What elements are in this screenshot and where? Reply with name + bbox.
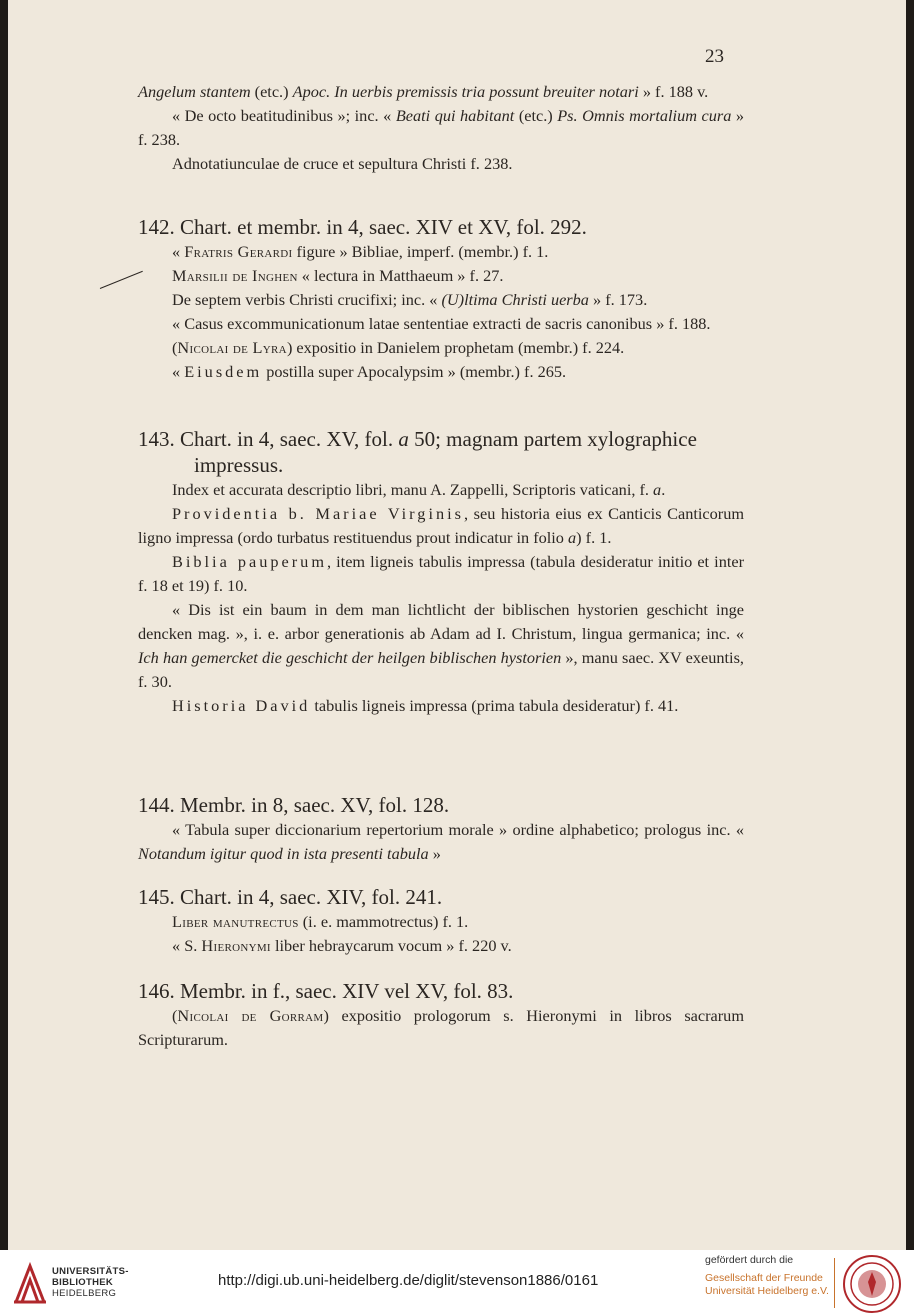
- text-italic: a: [568, 528, 577, 547]
- text-italic: Angelum stantem: [138, 82, 251, 101]
- entry-heading: 144. Membr. in 8, saec. XV, fol. 128.: [138, 793, 450, 817]
- text-line: [138, 336, 744, 360]
- text-line: [138, 478, 744, 502]
- text-smallcaps: Liber manutrectus: [172, 912, 299, 931]
- text: , seu historia eius ex Canticis Canticorum ligno impressa (ordo turbatus restituendus prout indicatur in folio: [138, 504, 745, 547]
- entry-144: [138, 792, 744, 866]
- text-line: [138, 694, 744, 718]
- text-line: [138, 1004, 744, 1052]
- text: « De octo beatitudinibus »; inc. «: [172, 106, 396, 125]
- text: ) expositio in Danielem prophetam (membr.) f. 224.: [286, 338, 625, 357]
- university-seal-icon: [842, 1254, 902, 1314]
- library-name-line: BIBLIOTHEK: [52, 1277, 114, 1288]
- scanned-page: [8, 0, 906, 1250]
- text: » f. 173.: [588, 290, 648, 309]
- text: «: [172, 242, 185, 261]
- society-name[interactable]: [705, 1272, 829, 1298]
- text-line: [138, 502, 744, 550]
- text: » f. 238.: [138, 106, 745, 149]
- text-smallcaps: Nicolai de Gorram: [177, 1006, 324, 1025]
- entry-heading: 146. Membr. in f., saec. XIV vel XV, fol. 83.: [138, 979, 514, 1003]
- text-spaced: Providentia b. Mariae Virginis: [172, 504, 464, 523]
- text: ) f. 1.: [576, 528, 612, 547]
- text-italic: a: [653, 480, 662, 499]
- text: » f. 188 v.: [638, 82, 709, 101]
- text: »: [428, 844, 441, 863]
- text-italic: Ich han gemercket die geschicht der heilgen biblischen hystorien: [138, 648, 562, 667]
- library-name: [52, 1266, 129, 1299]
- text-line: [138, 934, 744, 958]
- text: « S.: [172, 936, 202, 955]
- text-line: [138, 598, 744, 694]
- entry-145: [138, 884, 744, 958]
- entry-142: [138, 214, 744, 384]
- text-italic: Ps. Omnis mortalium cura: [557, 106, 732, 125]
- text-line: [138, 152, 744, 176]
- text-smallcaps: Nicolai de Lyra: [177, 338, 287, 357]
- text: (etc.): [250, 82, 293, 101]
- viewer-footer: [0, 1250, 914, 1316]
- text-italic: (U)ltima Christi uerba: [441, 290, 589, 309]
- permalink-url[interactable]: http://digi.ub.uni-heidelberg.de/diglit/stevenson1886/0161: [218, 1272, 599, 1289]
- text: « Dis ist ein baum in dem man lichtlicht der biblischen hystorien geschicht inge dencken mag. », i. e. arbor generationis ab Adam ad I. Christum, lingua germanica; inc. «: [138, 600, 744, 643]
- text: « Tabula super diccionarium repertorium morale » ordine alphabetico; prologus inc. «: [172, 820, 744, 839]
- library-name-line: HEIDELBERG: [52, 1288, 117, 1299]
- text-line: « Casus excommunicationum latae sententiae extracti de sacris canonibus » f. 188.: [172, 314, 711, 333]
- text: Index et accurata descriptio libri, manu A. Zappelli, Scriptoris vaticani, f.: [172, 480, 654, 499]
- university-library-logo-icon: [12, 1260, 48, 1306]
- entry-heading: 142. Chart. et membr. in 4, saec. XIV et XV, fol. 292.: [138, 215, 587, 239]
- text-line: [138, 104, 744, 152]
- text-line: [138, 360, 744, 384]
- funded-by-label: gefördert durch die: [705, 1254, 794, 1266]
- entry-143: [138, 426, 744, 718]
- text: (etc.): [514, 106, 558, 125]
- page-number: 23: [705, 46, 724, 67]
- text: postilla super Apocalypsim » (membr.) f. 265.: [262, 362, 567, 381]
- text: , item ligneis tabulis impressa (tabula desideratur initio et inter f. 18 et 19) f. 10.: [138, 552, 745, 595]
- text: liber hebraycarum vocum » f. 220 v.: [270, 936, 512, 955]
- text: figure » Bibliae, imperf. (membr.) f. 1.: [292, 242, 549, 261]
- text: ) expositio prologorum s. Hieronymi in libros sacrarum Scripturarum.: [138, 1006, 744, 1049]
- text-smallcaps: Fratris Gerardi: [184, 242, 293, 261]
- text-line: [138, 818, 744, 866]
- text-italic: Apoc. In uerbis premissis tria possunt breuiter notari: [292, 82, 639, 101]
- entry-heading: 145. Chart. in 4, saec. XIV, fol. 241.: [138, 885, 443, 909]
- text: .: [661, 480, 666, 499]
- text-italic: Notandum igitur quod in ista presenti tabula: [138, 844, 429, 863]
- text-line: [138, 264, 744, 288]
- society-name-line: Gesellschaft der Freunde: [705, 1272, 823, 1284]
- text-line: [138, 288, 744, 312]
- text: De septem verbis Christi crucifixi; inc. «: [172, 290, 442, 309]
- library-name-line: UNIVERSITÄTS-: [52, 1266, 129, 1277]
- text: Adnotatiunculae de cruce et sepultura Christi f. 238.: [172, 154, 513, 173]
- text-line: [138, 240, 744, 264]
- text-smallcaps: Marsilii de Inghen: [172, 266, 298, 285]
- text-line: [138, 80, 744, 104]
- text-line: [138, 910, 744, 934]
- text: 143. Chart. in 4, saec. XV, fol.: [138, 427, 399, 451]
- text: (: [172, 338, 178, 357]
- text-italic: a: [398, 427, 409, 451]
- text: 50; magnam partem xylographice impressus.: [194, 427, 697, 477]
- society-name-line: Universität Heidelberg e.V.: [705, 1285, 829, 1297]
- text-spaced: Biblia pauperum: [172, 552, 327, 571]
- margin-mark: [100, 271, 143, 289]
- text-italic: Beati qui habitant: [395, 106, 515, 125]
- text: (: [172, 1006, 178, 1025]
- text: (i. e. mammotrectus) f. 1.: [298, 912, 469, 931]
- entry-heading: [138, 426, 744, 478]
- text: tabulis ligneis impressa (prima tabula desideratur) f. 41.: [310, 696, 679, 715]
- text: « lectura in Matthaeum » f. 27.: [297, 266, 504, 285]
- divider: [834, 1258, 835, 1308]
- continuation-block: [138, 80, 744, 176]
- text: «: [172, 362, 185, 381]
- entry-146: [138, 978, 744, 1052]
- text-smallcaps: Hieronymi: [201, 936, 271, 955]
- text-spaced: Historia David: [172, 696, 311, 715]
- text-spaced: Eiusdem: [184, 362, 263, 381]
- text: », manu saec. XV exeuntis, f. 30.: [138, 648, 744, 691]
- text-line: [138, 550, 744, 598]
